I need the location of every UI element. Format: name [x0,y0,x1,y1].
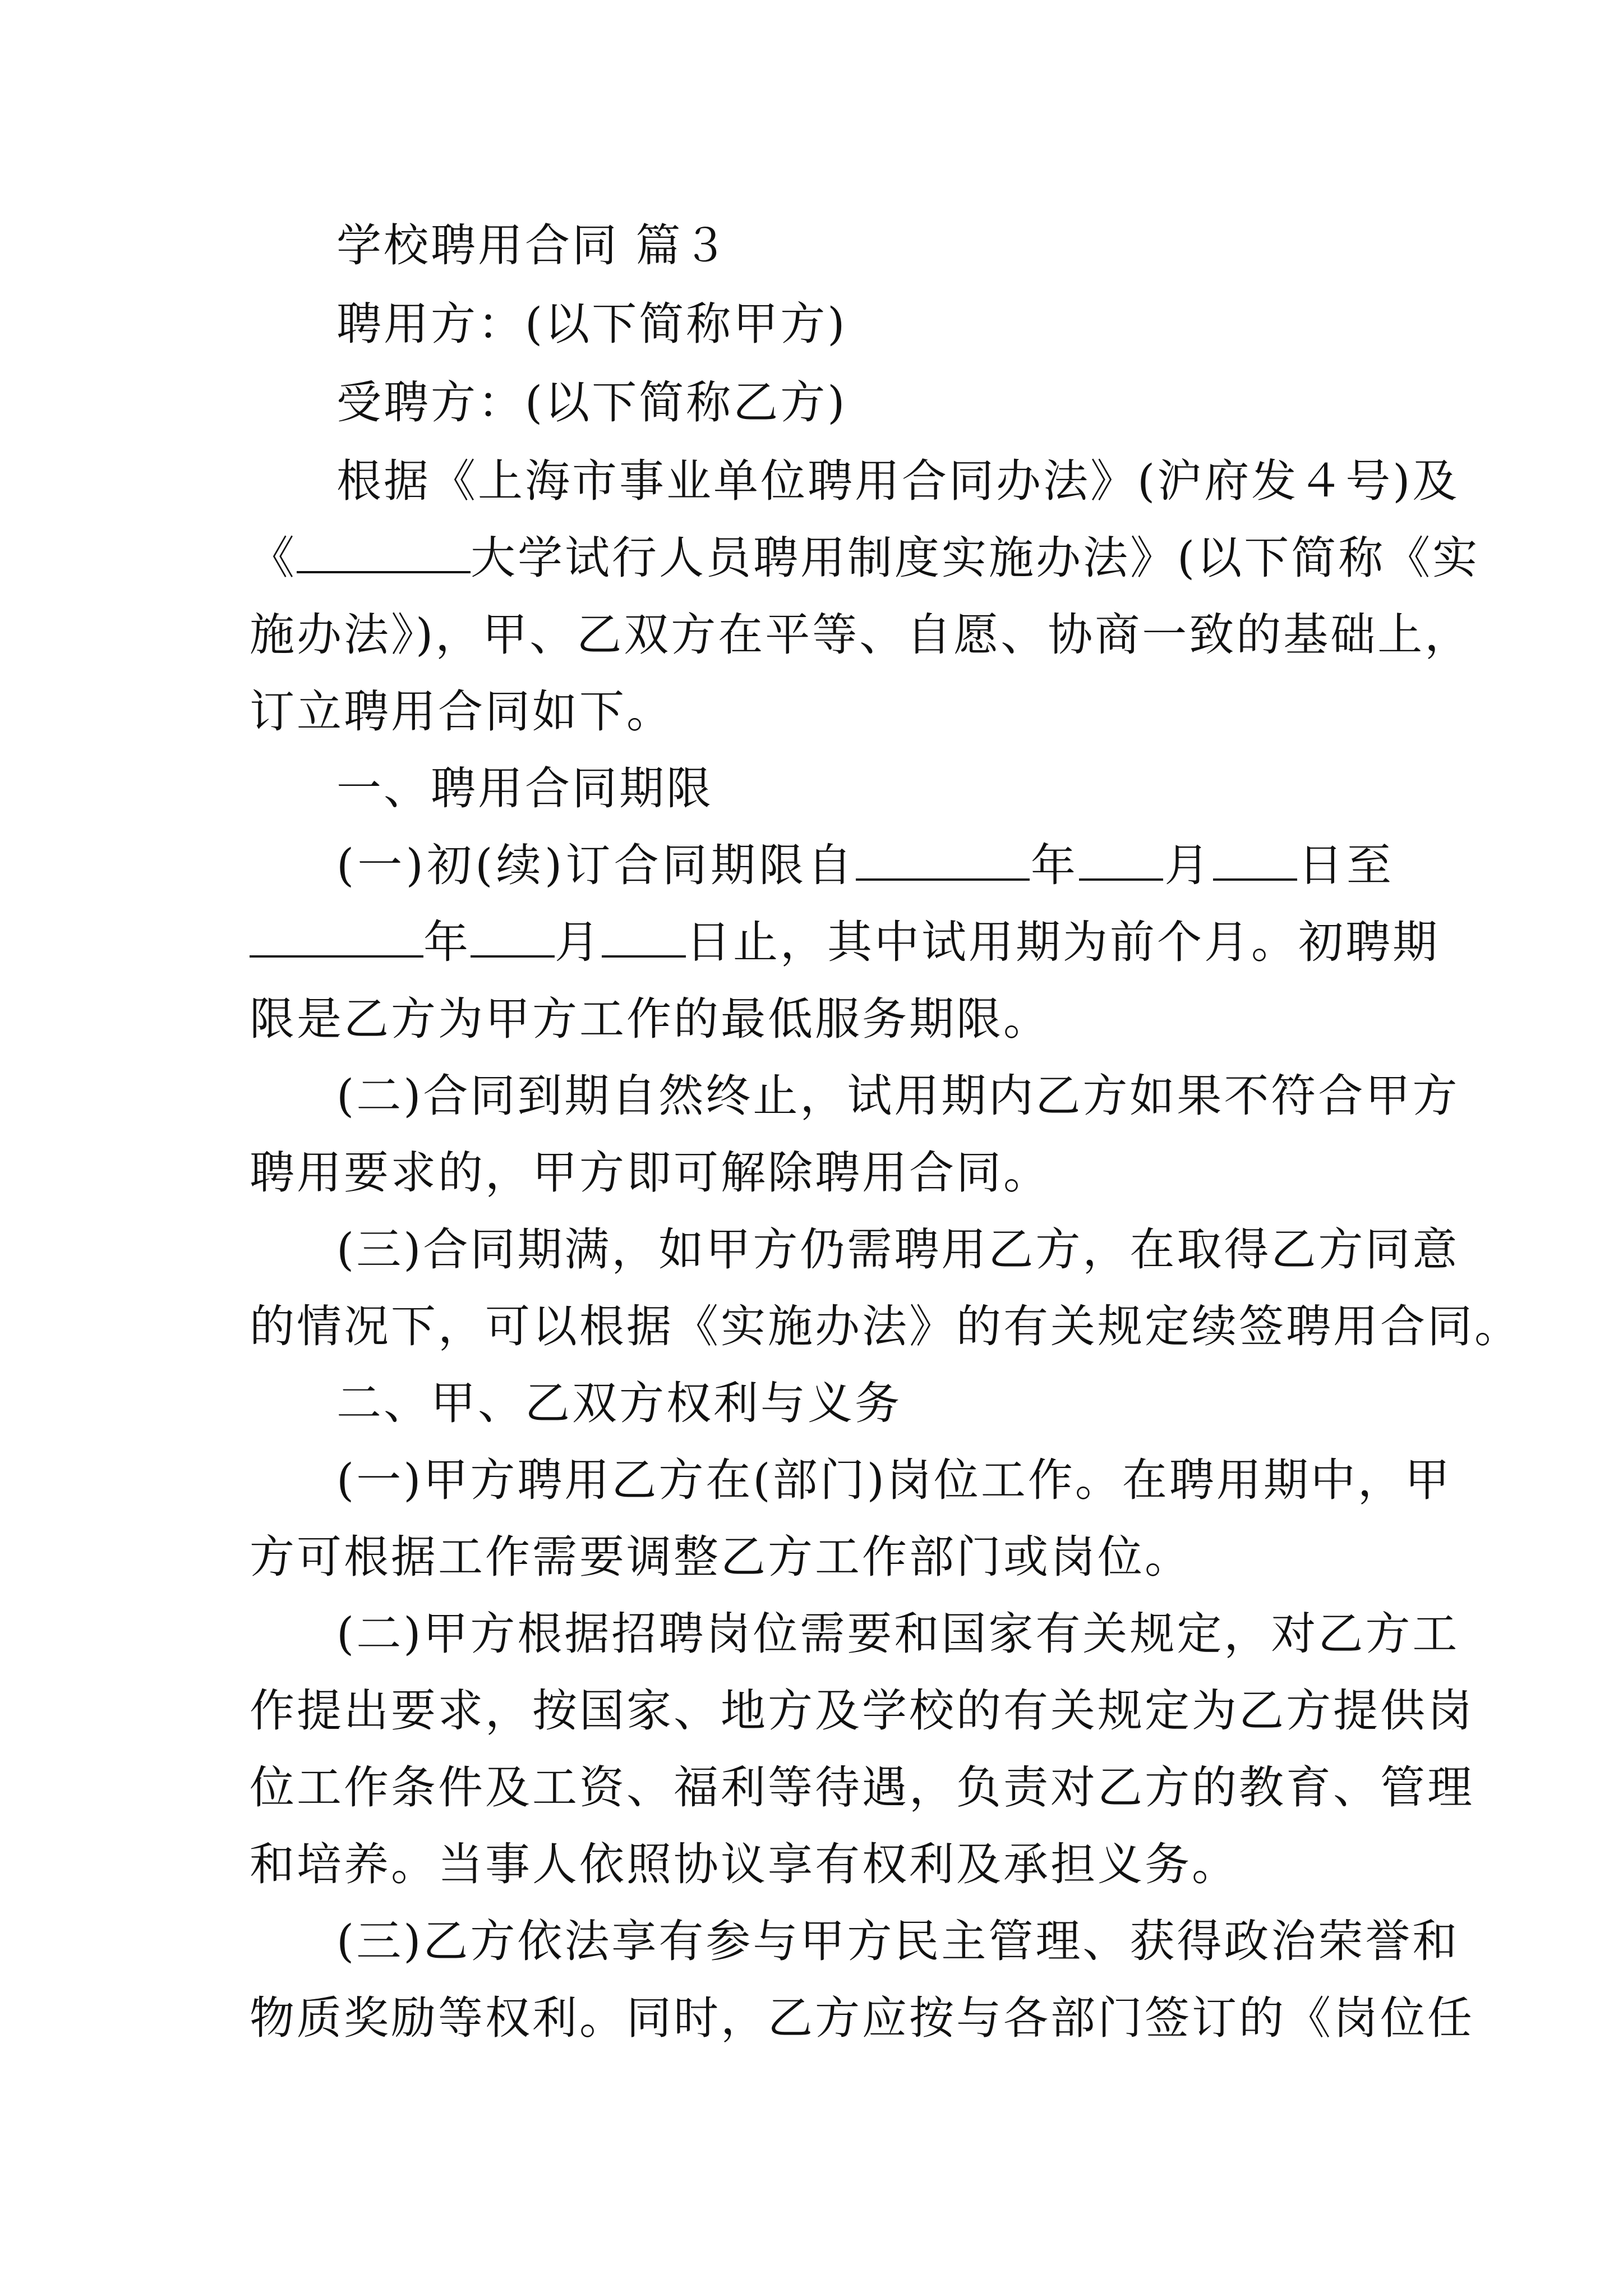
clause-1-1-line-2 [250,914,1440,970]
clause-2-2-line-3: 位工作条件及工资、福利等待遇，负责对乙方的教育、管理 [250,1761,1474,1814]
clause-1-2-line-2: 聘用要求的，甲方即可解除聘用合同。 [250,1147,1050,1199]
preamble-line-2-text: 大学试行人员聘用制度实施办法》(以下简称《实 [471,532,1480,584]
end-year-label: 年 [423,916,471,968]
year-label: 年 [1029,839,1080,891]
clause-2-3-line-1: (三)乙方依法享有参与甲方民主管理、获得政治荣誉和 [336,1915,1460,1967]
clause-1-1-line-1 [336,838,1394,894]
end-month-label: 月 [555,916,602,968]
start-day-blank [1213,839,1297,881]
clause-1-3-line-1: (三)合同期满，如甲方仍需聘用乙方，在取得乙方同意 [336,1223,1460,1276]
end-year-blank [250,916,423,958]
end-day-blank [602,916,686,958]
preamble-line-1: 根据《上海市事业单位聘用合同办法》(沪府发４号)及 [336,455,1460,507]
preamble-line-4: 订立聘用合同如下。 [250,685,674,738]
section-2-heading: 二、甲、乙双方权利与义务 [336,1377,902,1429]
preamble-line-3: 施办法》)，甲、乙双方在平等、自愿、协商一致的基础上， [250,609,1472,661]
day-to-label: 日至 [1297,839,1394,891]
clause-1-1-line-3: 限是乙方为甲方工作的最低服务期限。 [250,993,1050,1045]
clause-1-1-text: (一)初(续)订合同期限自 [336,839,856,891]
clause-1-2-line-1: (二)合同到期自然终止，试用期内乙方如果不符合甲方 [336,1070,1460,1122]
end-month-blank [471,916,555,958]
clause-2-2-line-1: (二)甲方根据招聘岗位需要和国家有关规定，对乙方工 [336,1608,1460,1660]
start-month-blank [1079,839,1163,881]
preamble-quote-open: 《 [250,532,297,584]
preamble-line-2 [250,530,1480,586]
clause-1-3-line-2: 的情况下，可以根据《实施办法》的有关规定续签聘用合同。 [250,1300,1521,1352]
clause-2-2-line-4: 和培养。当事人依照协议享有权利及承担义务。 [250,1838,1239,1890]
employer-line: 聘用方：(以下简称甲方) [336,298,847,350]
clause-2-1-line-2: 方可根据工作需要调整乙方工作部门或岗位。 [250,1531,1192,1583]
university-name-blank [297,532,471,573]
clause-1-1-line-2-text: 日止，其中试用期为前个月。初聘期 [686,916,1440,968]
month-label: 月 [1163,839,1213,891]
start-year-blank [856,839,1030,881]
employee-line: 受聘方：(以下简称乙方) [336,376,847,429]
clause-2-1-line-1: (一)甲方聘用乙方在(部门)岗位工作。在聘用期中，甲 [336,1454,1452,1506]
section-1-heading: 一、聘用合同期限 [336,762,713,815]
clause-2-3-line-2: 物质奖励等权利。同时，乙方应按与各部门签订的《岗位任 [250,1992,1474,2044]
clause-2-2-line-2: 作提出要求，按国家、地方及学校的有关规定为乙方提供岗 [250,1685,1474,1737]
document-title: 学校聘用合同 篇３ [336,219,730,272]
